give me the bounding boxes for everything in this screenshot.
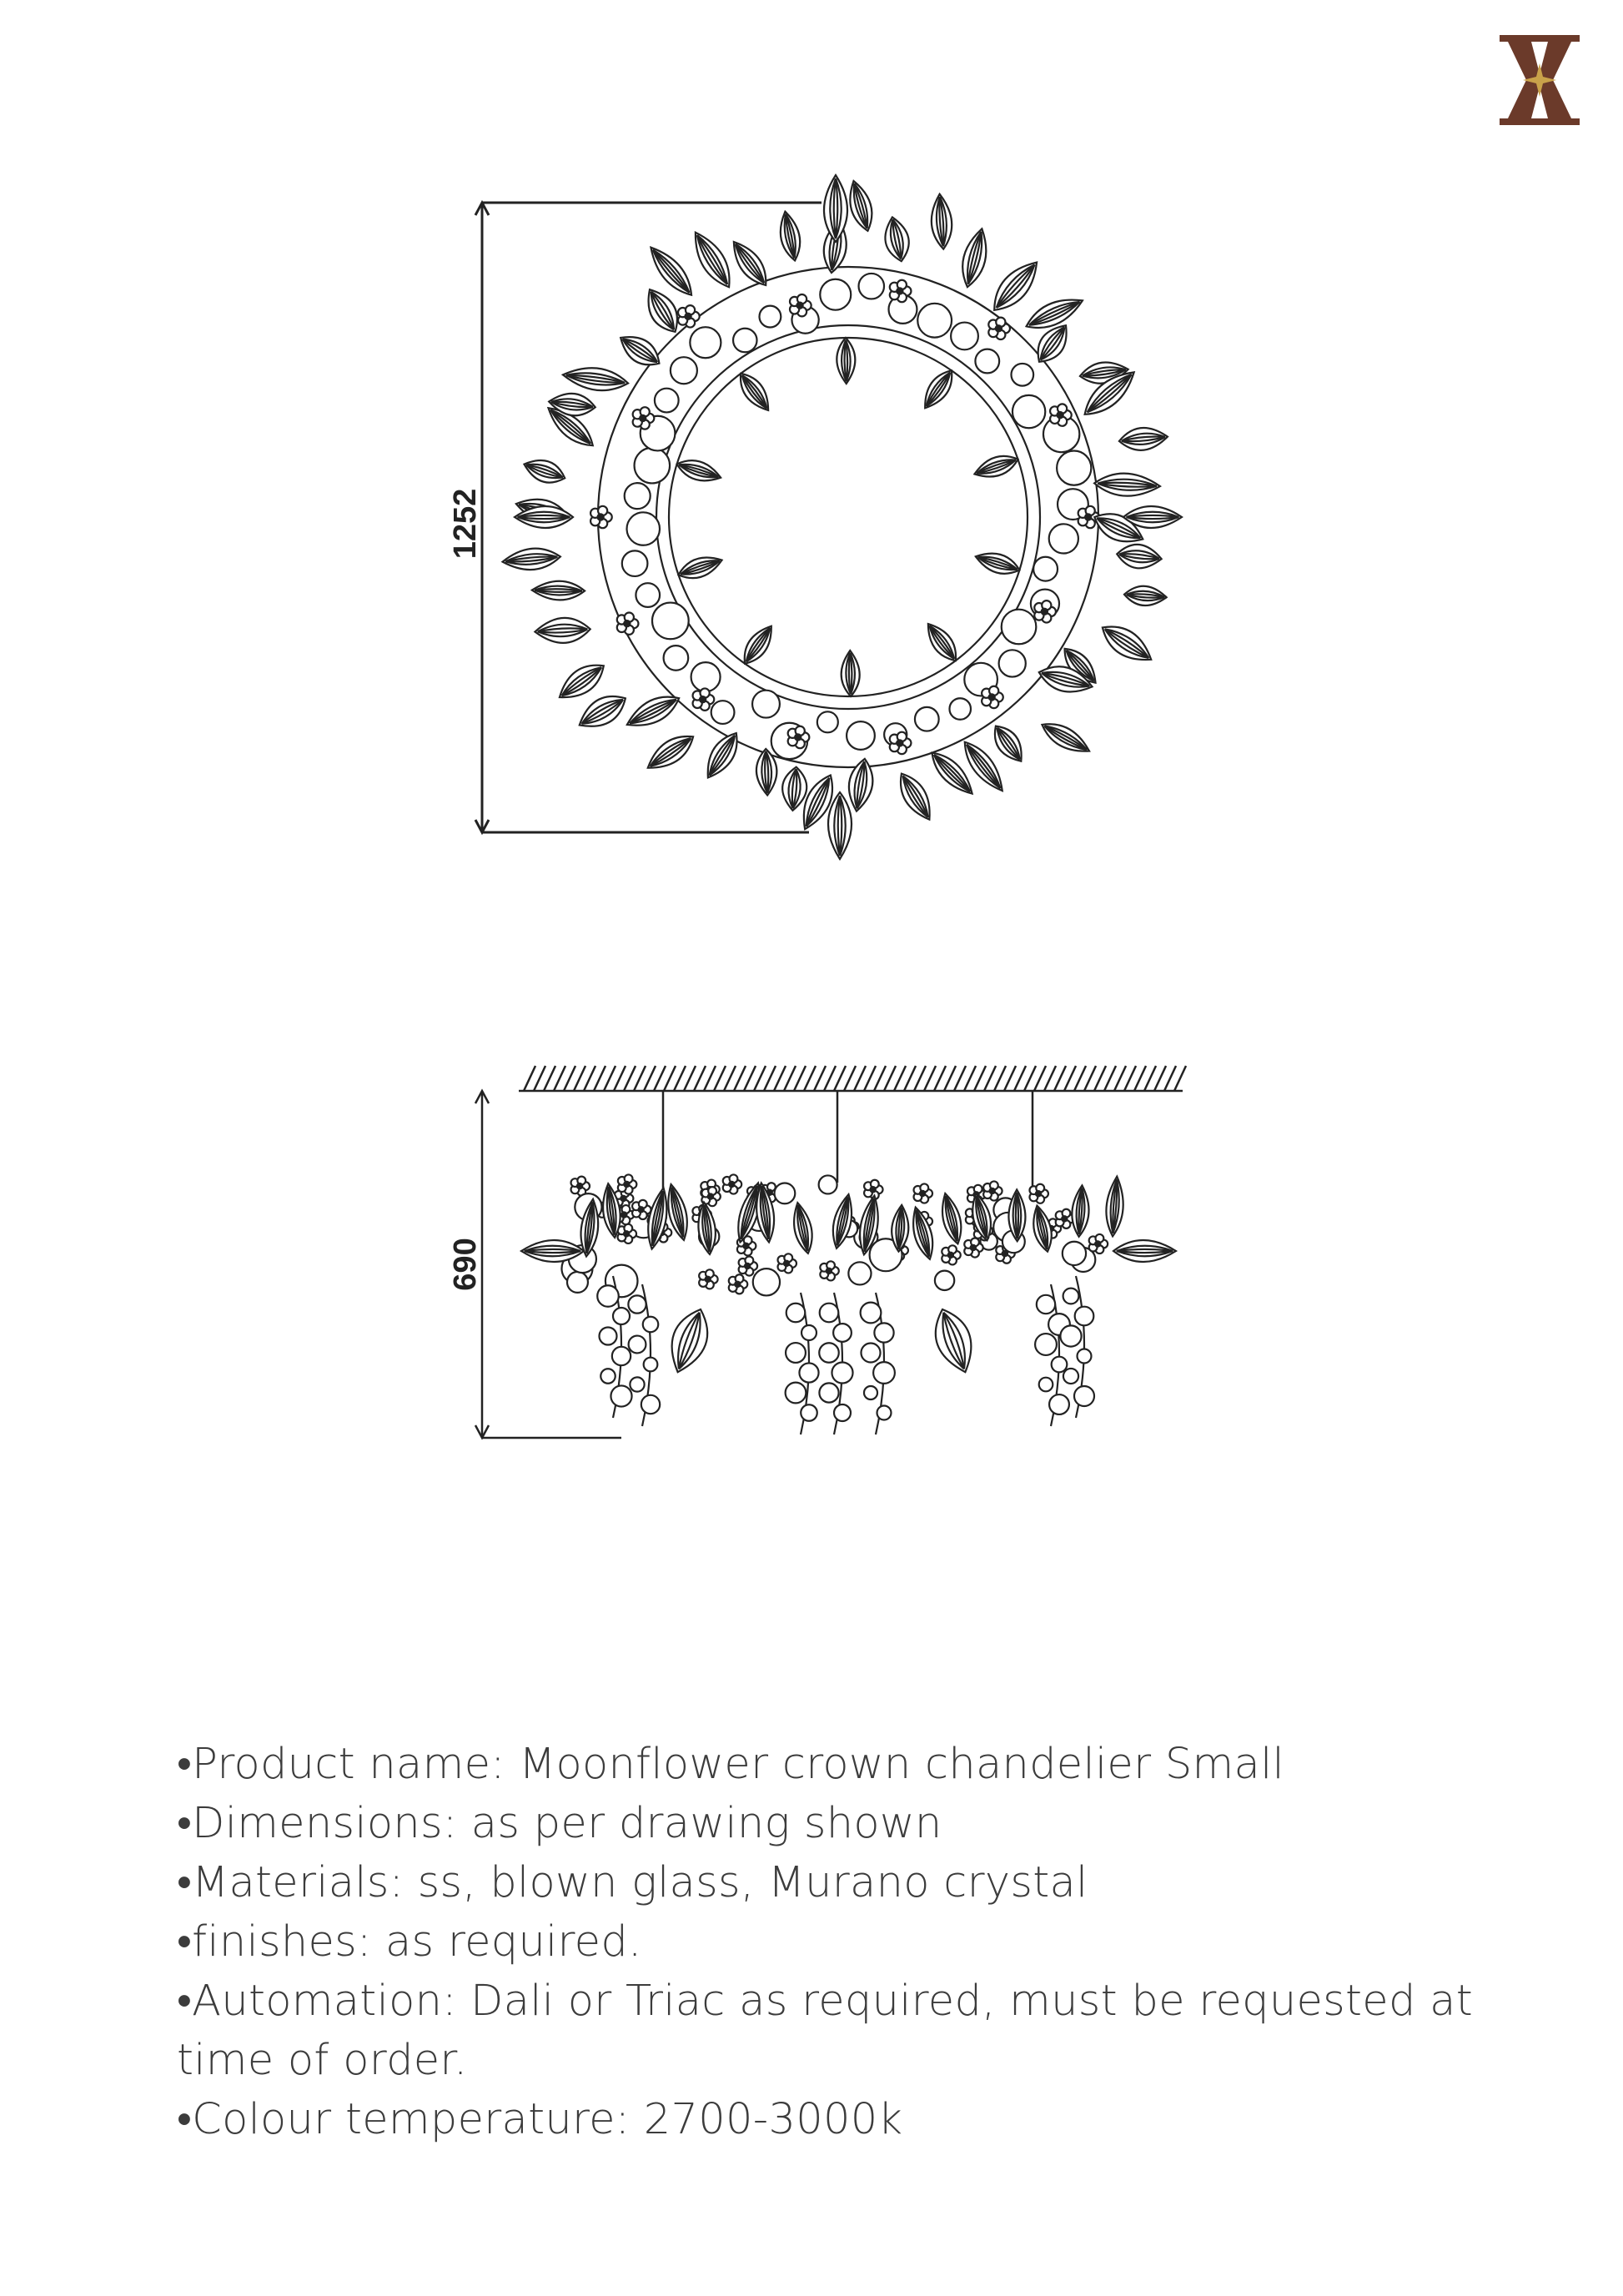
blossom-shape <box>693 688 715 710</box>
chandelier-top-view-drawing <box>0 0 1623 876</box>
spec-dimensions: •Dimensions: as per drawing shown <box>177 1799 942 1848</box>
glass-bead-shape <box>915 707 939 731</box>
leaf-shape <box>520 455 568 488</box>
glass-bead-shape <box>834 1404 851 1421</box>
leaf-shape <box>532 580 585 600</box>
glass-bead-shape <box>1078 1349 1092 1364</box>
glass-bead-shape <box>1063 1369 1078 1384</box>
wreath-top-illustration <box>501 175 1182 859</box>
leaf-shape <box>615 329 666 373</box>
glass-bead-shape <box>1049 524 1078 553</box>
glass-bead-shape <box>600 1369 615 1383</box>
leaf-shape <box>1113 1240 1176 1262</box>
leaf-shape <box>726 236 774 291</box>
glass-bead-shape <box>664 646 689 671</box>
glass-bead-shape <box>819 1383 838 1402</box>
wreath-side-illustration <box>521 1174 1176 1434</box>
spec-product-name: •Product name: Moonflower crown chandelier Small <box>177 1740 1285 1789</box>
glass-bead-shape <box>999 650 1026 676</box>
glass-bead-shape <box>641 1395 660 1414</box>
glass-bead-shape <box>599 1327 616 1344</box>
spec-materials: •Materials: ss, blown glass, Murano crystal <box>177 1858 1088 1907</box>
glass-bead-shape <box>801 1404 817 1421</box>
leaf-shape <box>972 450 1021 483</box>
blossom-shape <box>617 612 639 634</box>
leaf-shape <box>921 619 963 666</box>
leaf-shape <box>699 727 745 783</box>
chandelier-side-view-drawing <box>0 1026 1623 1459</box>
leaf-shape <box>1096 617 1158 670</box>
glass-bead-shape <box>864 1386 877 1399</box>
glass-bead-shape <box>832 1362 852 1383</box>
glass-bead-shape <box>833 1324 852 1342</box>
blossom-shape <box>1029 1184 1048 1203</box>
blossom-shape <box>618 1174 636 1193</box>
glass-bead-shape <box>951 323 978 350</box>
glass-bead-shape <box>1060 1325 1081 1346</box>
glass-bead-shape <box>1012 395 1045 428</box>
glass-bead-shape <box>752 691 780 718</box>
glass-bead-shape <box>786 1343 806 1363</box>
leaf-shape <box>828 792 852 859</box>
glass-bead-shape <box>949 698 971 720</box>
blossom-shape <box>982 686 1003 708</box>
glass-bead-shape <box>759 306 781 328</box>
glass-bead-shape <box>786 1383 806 1404</box>
leaf-shape <box>1104 1176 1125 1237</box>
leaf-shape <box>841 651 860 696</box>
glass-bead-shape <box>847 721 875 750</box>
leaf-shape <box>892 768 938 825</box>
blossom-shape <box>678 305 700 327</box>
leaf-shape <box>937 1192 967 1246</box>
leaf-shape <box>561 364 629 394</box>
blossom-shape <box>988 318 1010 339</box>
leaf-shape <box>987 720 1030 767</box>
leaf-shape <box>930 193 954 250</box>
glass-bead-shape <box>625 483 651 509</box>
glass-bead-shape <box>775 1183 796 1203</box>
top-view-dimension-label: 1252 <box>448 488 483 560</box>
glass-bead-shape <box>630 1377 644 1391</box>
glass-bead-shape <box>1035 1334 1057 1355</box>
leaf-shape <box>501 546 561 572</box>
leaf-shape <box>1038 716 1094 759</box>
glass-bead-shape <box>877 1406 892 1420</box>
glass-bead-shape <box>1037 1295 1055 1314</box>
leaf-shape <box>535 616 591 644</box>
blossom-shape <box>914 1183 932 1203</box>
leaf-shape <box>642 728 700 776</box>
glass-bead-shape <box>817 711 838 732</box>
leaf-shape <box>676 551 725 584</box>
leaf-shape <box>1116 542 1163 570</box>
glass-bead-shape <box>1063 1242 1086 1265</box>
glass-bead-shape <box>1063 1289 1079 1304</box>
blossom-shape <box>729 1274 747 1294</box>
glass-bead-shape <box>628 1295 646 1313</box>
side-view-dimension-label: 690 <box>448 1238 483 1291</box>
leaf-shape <box>881 215 912 264</box>
glass-bead-shape <box>643 1317 658 1332</box>
glass-bead-shape <box>1074 1386 1094 1406</box>
glass-bead-shape <box>1052 1357 1068 1373</box>
glass-bead-shape <box>820 279 851 310</box>
blossom-shape <box>778 1254 796 1273</box>
spec-colour-temperature: •Colour temperature: 2700-3000k <box>177 2095 903 2144</box>
glass-bead-shape <box>612 1347 631 1365</box>
glass-bead-shape <box>671 357 697 384</box>
glass-bead-shape <box>1002 610 1037 645</box>
glass-bead-shape <box>874 1323 893 1342</box>
glass-bead-shape <box>690 327 721 358</box>
blossom-shape <box>942 1245 960 1264</box>
leaf-shape <box>776 210 804 263</box>
leaf-shape <box>1123 585 1167 607</box>
glass-bead-shape <box>873 1362 895 1384</box>
glass-bead-shape <box>859 274 884 299</box>
leaf-shape <box>790 1201 817 1255</box>
leaf-shape <box>1094 472 1161 497</box>
leaf-shape <box>674 455 723 486</box>
leaf-shape <box>985 254 1046 319</box>
glass-bead-shape <box>786 1304 806 1323</box>
glass-bead-shape <box>733 329 756 352</box>
glass-bead-shape <box>1033 557 1058 581</box>
leaf-shape <box>973 548 1023 579</box>
glass-bead-shape <box>820 1304 839 1323</box>
spec-finishes: •finishes: as required. <box>177 1917 642 1967</box>
leaf-shape <box>781 766 808 811</box>
leaf-shape <box>662 1304 716 1378</box>
glass-bead-shape <box>597 1285 619 1307</box>
glass-bead-shape <box>635 448 671 484</box>
glass-bead-shape <box>799 1363 818 1382</box>
glass-bead-shape <box>567 1272 588 1293</box>
blossom-shape <box>699 1269 717 1289</box>
leaf-shape <box>733 368 776 415</box>
glass-bead-shape <box>917 304 952 338</box>
glass-bead-shape <box>1075 1307 1094 1326</box>
leaf-shape <box>957 226 992 289</box>
glass-bead-shape <box>655 389 679 413</box>
blossom-shape <box>723 1174 741 1193</box>
blossom-shape <box>983 1181 1002 1200</box>
glass-bead-shape <box>622 550 648 576</box>
leaf-shape <box>844 178 877 234</box>
leaf-shape <box>927 1304 981 1378</box>
glass-bead-shape <box>627 512 660 545</box>
glass-bead-shape <box>819 1175 837 1193</box>
leaf-shape <box>837 338 856 384</box>
product-specifications <box>177 1735 1478 2149</box>
glass-bead-shape <box>1039 1378 1053 1392</box>
leaf-shape <box>686 227 739 293</box>
glass-bead-shape <box>611 1385 631 1406</box>
leaf-shape <box>1029 1203 1056 1253</box>
glass-bead-shape <box>1011 364 1033 386</box>
glass-bead-shape <box>629 1336 646 1354</box>
blossom-shape <box>820 1261 838 1280</box>
glass-bead-shape <box>644 1358 658 1372</box>
blossom-shape <box>590 506 612 528</box>
glass-bead-shape <box>636 583 660 607</box>
glass-bead-shape <box>1057 451 1091 485</box>
glass-bead-shape <box>861 1303 882 1324</box>
glass-bead-shape <box>691 662 721 691</box>
blossom-shape <box>1089 1234 1108 1254</box>
glass-bead-shape <box>753 1269 780 1295</box>
leaf-shape <box>1118 425 1168 452</box>
blossom-shape <box>890 732 912 754</box>
blossom-shape <box>739 1256 757 1275</box>
glass-bead-shape <box>711 701 735 724</box>
leaf-shape <box>622 689 684 735</box>
glass-bead-shape <box>935 1271 954 1290</box>
glass-bead-shape <box>848 1262 871 1284</box>
glass-bead-shape <box>819 1343 839 1363</box>
glass-bead-shape <box>975 349 999 374</box>
glass-bead-shape <box>1049 1394 1069 1414</box>
glass-bead-shape <box>652 603 689 640</box>
leaf-shape <box>1071 1185 1091 1238</box>
spec-automation: •Automation: Dali or Triac as required, must be requested at time of order. <box>177 1977 1474 2085</box>
glass-bead-shape <box>613 1308 630 1324</box>
glass-bead-shape <box>801 1325 817 1340</box>
glass-bead-shape <box>861 1343 880 1362</box>
